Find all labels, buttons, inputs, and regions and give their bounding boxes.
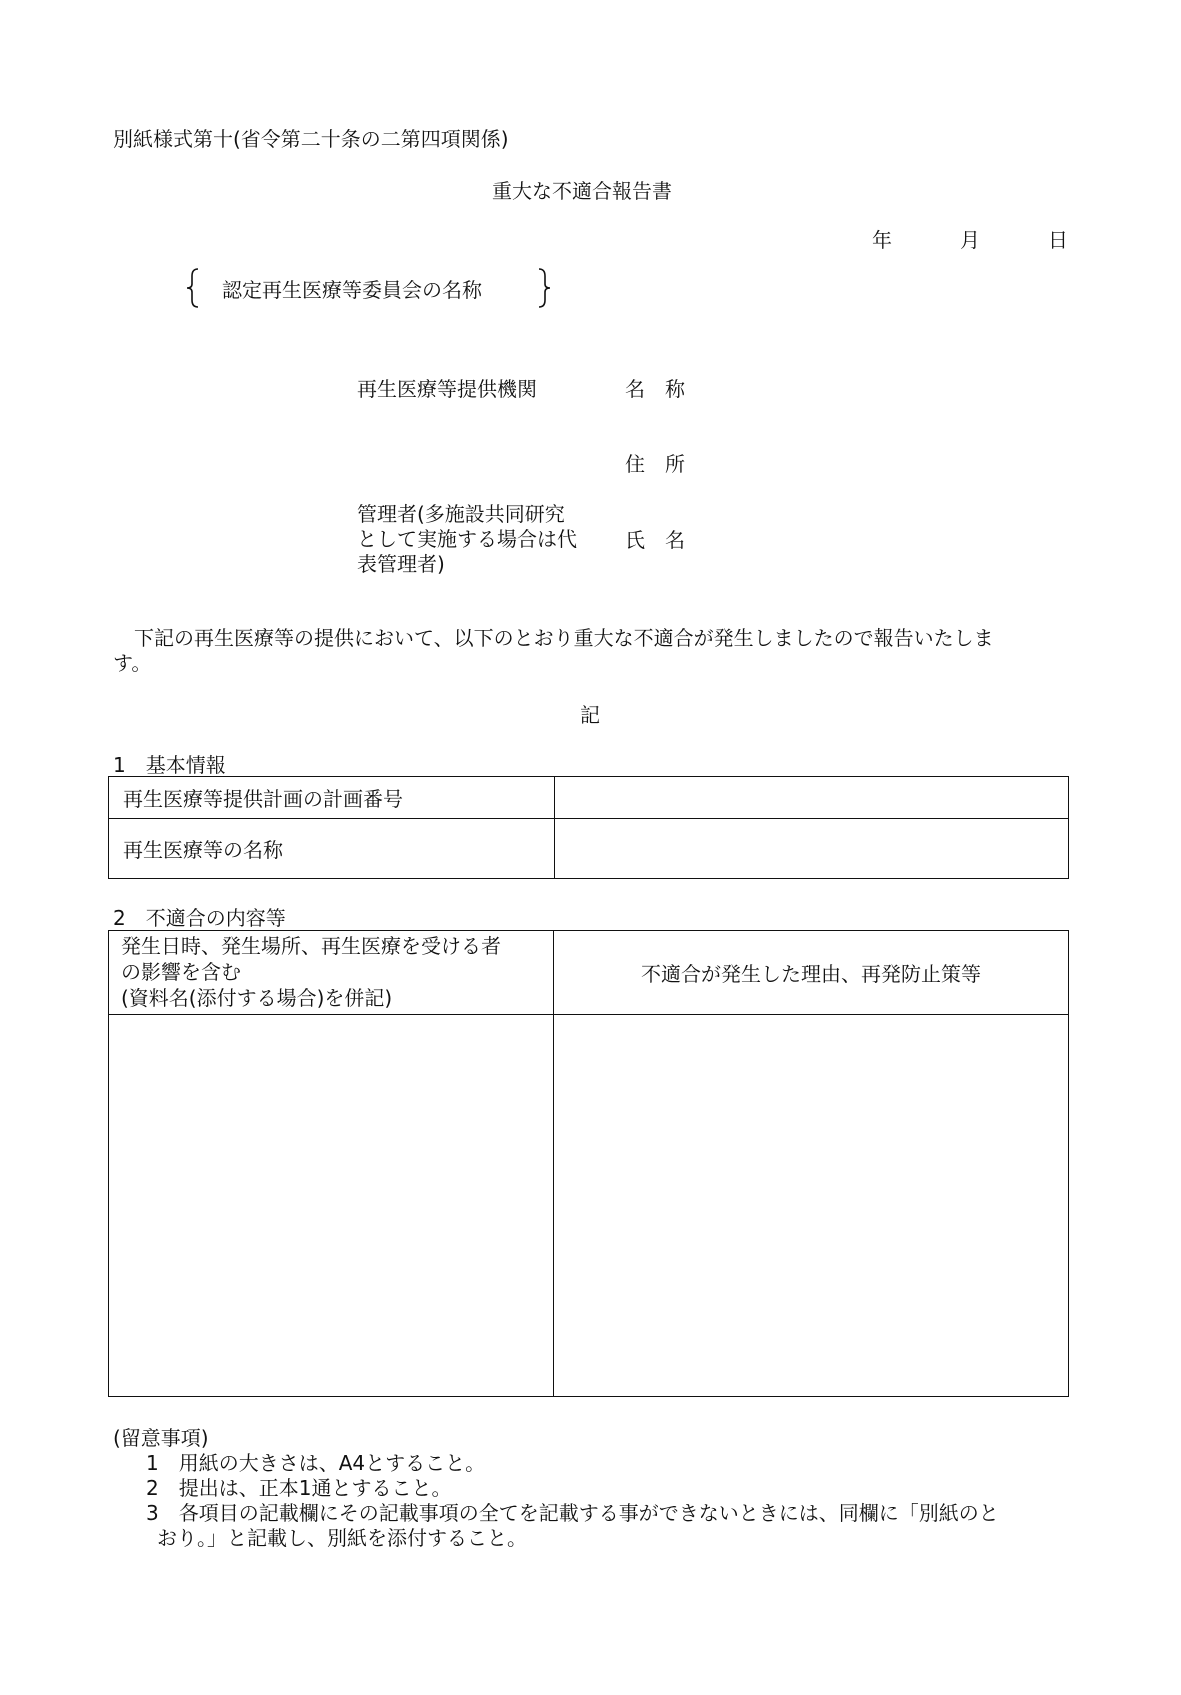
regen-medicine-name-label: 再生医療等の名称 — [109, 819, 555, 879]
provider-name-label: 名 称 — [625, 377, 685, 401]
note-item-3: 3 各項目の記載欄にその記載事項の全てを記載する事ができないときには、同欄に「別紙のと — [146, 1501, 999, 1525]
manager-label-line-1: 管理者(多施設共同研究 — [357, 502, 565, 526]
statement-line-2: す。 — [113, 651, 152, 675]
date-year-label: 年 — [872, 228, 892, 252]
table-row — [109, 819, 1069, 879]
section2-heading: 2 不適合の内容等 — [113, 906, 286, 930]
table-row — [109, 1015, 1069, 1397]
occurrence-header-line-3: (資料名(添付する場合)を併記) — [121, 986, 393, 1010]
reason-countermeasure-field[interactable] — [554, 1015, 1069, 1397]
date-day-label: 日 — [1048, 228, 1068, 252]
table-row — [109, 777, 1069, 819]
ki-label: 記 — [580, 703, 600, 727]
date-month-label: 月 — [960, 228, 980, 252]
plan-number-field[interactable] — [555, 777, 1069, 819]
provider-label: 再生医療等提供機関 — [357, 377, 537, 401]
reason-header: 不適合が発生した理由、再発防止策等 — [554, 931, 1069, 1015]
manager-label — [357, 502, 577, 577]
occurrence-header — [109, 931, 554, 1015]
nonconformity-table — [108, 930, 1069, 1397]
section1-heading: 1 基本情報 — [113, 753, 226, 777]
plan-number-label: 再生医療等提供計画の計画番号 — [109, 777, 555, 819]
manager-label-line-2: として実施する場合は代 — [357, 527, 577, 551]
right-brace-icon — [537, 268, 551, 308]
left-brace-icon — [186, 268, 200, 308]
regen-medicine-name-field[interactable] — [555, 819, 1069, 879]
manager-name-label: 氏 名 — [625, 528, 685, 552]
document-title: 重大な不適合報告書 — [492, 179, 672, 203]
committee-name-label: 認定再生医療等委員会の名称 — [222, 278, 482, 302]
form-reference: 別紙様式第十(省令第二十条の二第四項関係) — [113, 127, 509, 151]
manager-label-line-3: 表管理者) — [357, 552, 445, 576]
notes-heading: (留意事項) — [113, 1426, 209, 1450]
provider-address-label: 住 所 — [625, 452, 685, 476]
note-item-3-continued: おり。」と記載し、別紙を添付すること。 — [157, 1526, 527, 1550]
basic-info-table — [108, 776, 1069, 879]
occurrence-header-line-2: の影響を含む — [121, 960, 241, 984]
note-item-2: 2 提出は、正本1通とすること。 — [146, 1476, 452, 1500]
table-row — [109, 931, 1069, 1015]
statement-line-1: 下記の再生医療等の提供において、以下のとおり重大な不適合が発生しましたので報告いたしま — [134, 626, 994, 650]
occurrence-header-line-1: 発生日時、発生場所、再生医療を受ける者 — [121, 934, 501, 958]
note-item-1: 1 用紙の大きさは、A4とすること。 — [146, 1451, 486, 1475]
occurrence-details-field[interactable] — [109, 1015, 554, 1397]
